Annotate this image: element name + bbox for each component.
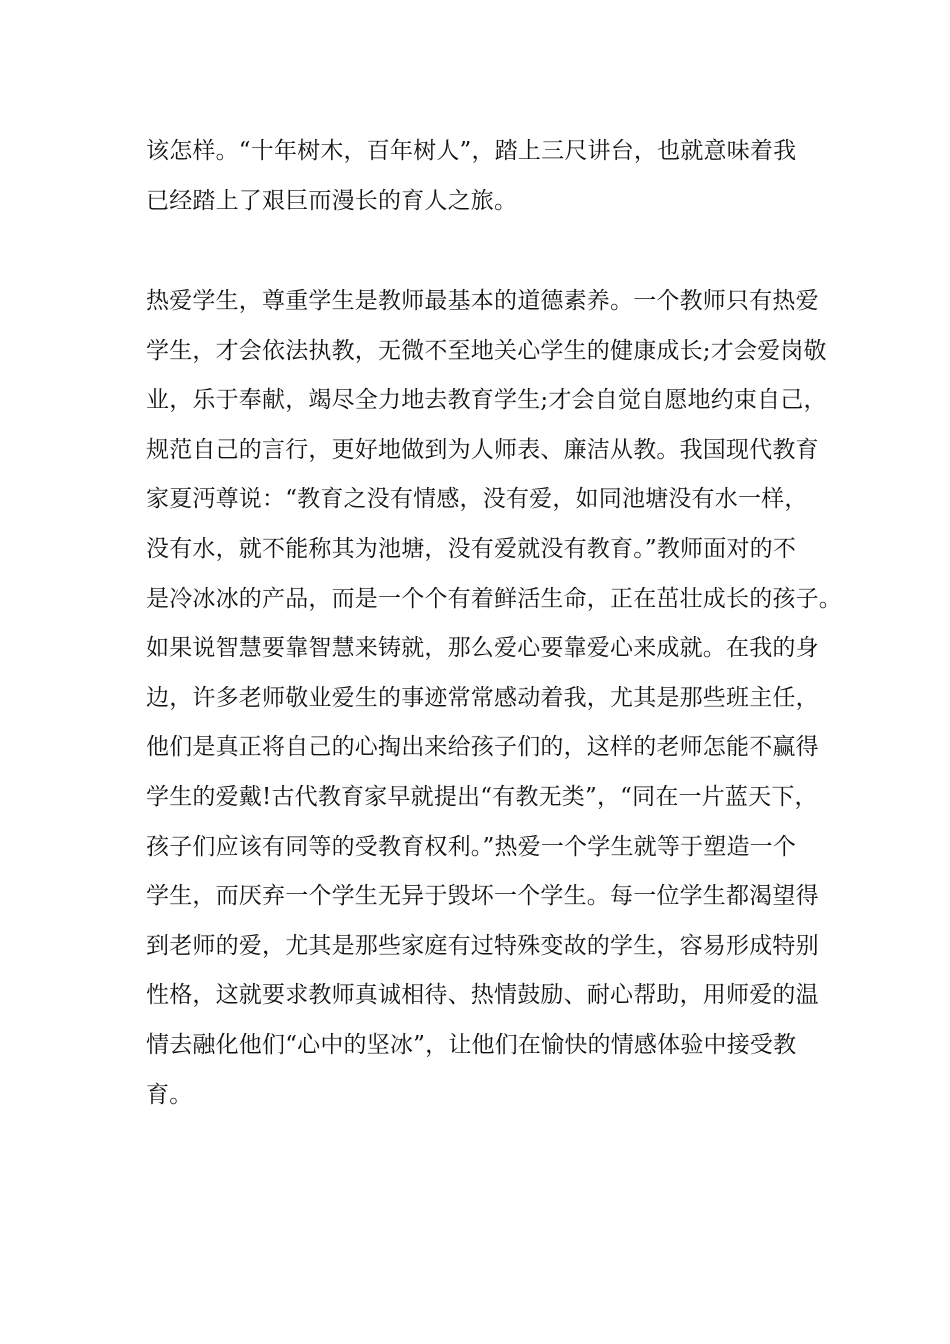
paragraph-2	[146, 277, 842, 1120]
text-line: 到老师的爱，尤其是那些家庭有过特殊变故的学生，容易形成特别	[146, 932, 819, 959]
text-line: 热爱学生，尊重学生是教师最基本的道德素养。一个教师只有热爱	[146, 288, 819, 314]
text-line: 育。	[146, 1081, 193, 1108]
text-line: 家夏沔尊说：“教育之没有情感，没有爱，如同池塘没有水一样，	[146, 486, 808, 513]
text-line: 没有水，就不能称其为池塘，没有爱就没有教育。”教师面对的不	[146, 535, 797, 562]
text-line: 该怎样。“十年树木，百年树人”，踏上三尺讲台，也就意味着我	[146, 138, 797, 164]
text-line: 是冷冰冰的产品，而是一个个有着鲜活生命，正在茁壮成长的孩子。	[146, 585, 842, 612]
text-line: 已经踏上了艰巨而漫长的育人之旅。	[146, 187, 518, 214]
text-line: 学生，而厌弃一个学生无异于毁坏一个学生。每一位学生都渴望得	[146, 883, 819, 910]
text-line: 学生，才会依法执教，无微不至地关心学生的健康成长;才会爱岗敬	[146, 337, 827, 364]
text-line: 情去融化他们“心中的坚冰”，让他们在愉快的情感体验中接受教	[146, 1031, 797, 1058]
paragraph-1	[146, 127, 816, 226]
text-line: 业，乐于奉献，竭尽全力地去教育学生;才会自觉自愿地约束自己，	[146, 387, 827, 414]
text-line: 他们是真正将自己的心掏出来给孩子们的，这样的老师怎能不赢得	[146, 734, 819, 761]
text-line: 规范自己的言行，更好地做到为人师表、廉洁从教。我国现代教育	[146, 436, 819, 463]
text-line: 孩子们应该有同等的受教育权利。”热爱一个学生就等于塑造一个	[146, 833, 797, 860]
text-line: 如果说智慧要靠智慧来铸就，那么爱心要靠爱心来成就。在我的身	[146, 635, 819, 662]
text-line: 学生的爱戴!古代教育家早就提出“有教无类”，“同在一片蓝天下，	[146, 783, 818, 810]
text-line: 边，许多老师敬业爱生的事迹常常感动着我，尤其是那些班主任，	[146, 684, 819, 711]
text-line: 性格，这就要求教师真诚相待、热情鼓励、耐心帮助，用师爱的温	[146, 982, 819, 1009]
